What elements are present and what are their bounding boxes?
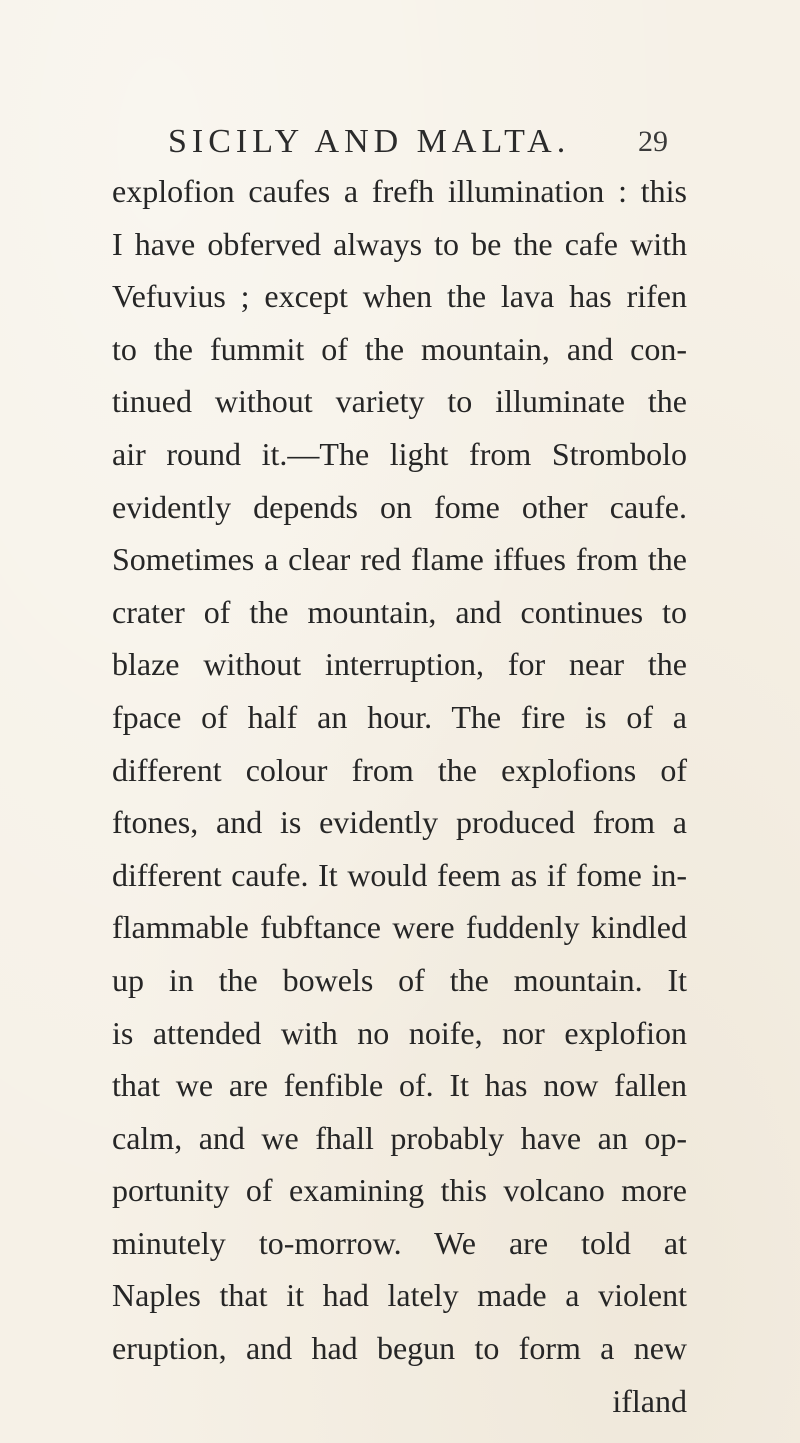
text-line: to the fummit of the mountain, and con-: [112, 330, 687, 367]
text-line: I have obferved always to be the cafe with: [112, 225, 687, 262]
text-line: that we are fenfible of. It has now fallen: [112, 1067, 687, 1104]
text-line: eruption, and had begun to form a new: [112, 1330, 687, 1367]
running-title: SICILY AND MALTA.: [168, 123, 571, 160]
text-line: different caufe. It would feem as if fome in-: [112, 856, 687, 893]
text-line: Vefuvius ; except when the lava has rifen: [112, 278, 687, 315]
text-line: different colour from the explofions of: [112, 751, 687, 788]
text-line: tinued without variety to illuminate the: [112, 383, 687, 420]
text-line: ftones, and is evidently produced from a: [112, 804, 687, 841]
text-line: calm, and we fhall probably have an op-: [112, 1119, 687, 1156]
text-line: up in the bowels of the mountain. It: [112, 961, 687, 998]
text-line: air round it.—The light from Strombolo: [112, 435, 687, 472]
text-line: evidently depends on fome other caufe.: [112, 488, 687, 525]
text-line: portunity of examining this volcano more: [112, 1172, 687, 1209]
text-line: fpace of half an hour. The fire is of a: [112, 698, 687, 735]
text-line: flammable fubftance were fuddenly kindled: [112, 909, 687, 946]
text-line: minutely to-morrow. We are told at: [112, 1224, 687, 1261]
text-line: Naples that it had lately made a violent: [112, 1277, 687, 1314]
catchword: ifland: [612, 1382, 687, 1419]
page-number: 29: [638, 125, 668, 158]
text-line: Sometimes a clear red flame iffues from the: [112, 541, 687, 578]
running-head: [168, 120, 668, 164]
text-line: crater of the mountain, and continues to: [112, 593, 687, 630]
text-line: explofion caufes a frefh illumination : this: [112, 173, 687, 209]
text-line: blaze without interruption, for near the: [112, 646, 687, 683]
body-text: [112, 165, 687, 1427]
text-line: is attended with no noife, nor explofion: [112, 1014, 687, 1051]
